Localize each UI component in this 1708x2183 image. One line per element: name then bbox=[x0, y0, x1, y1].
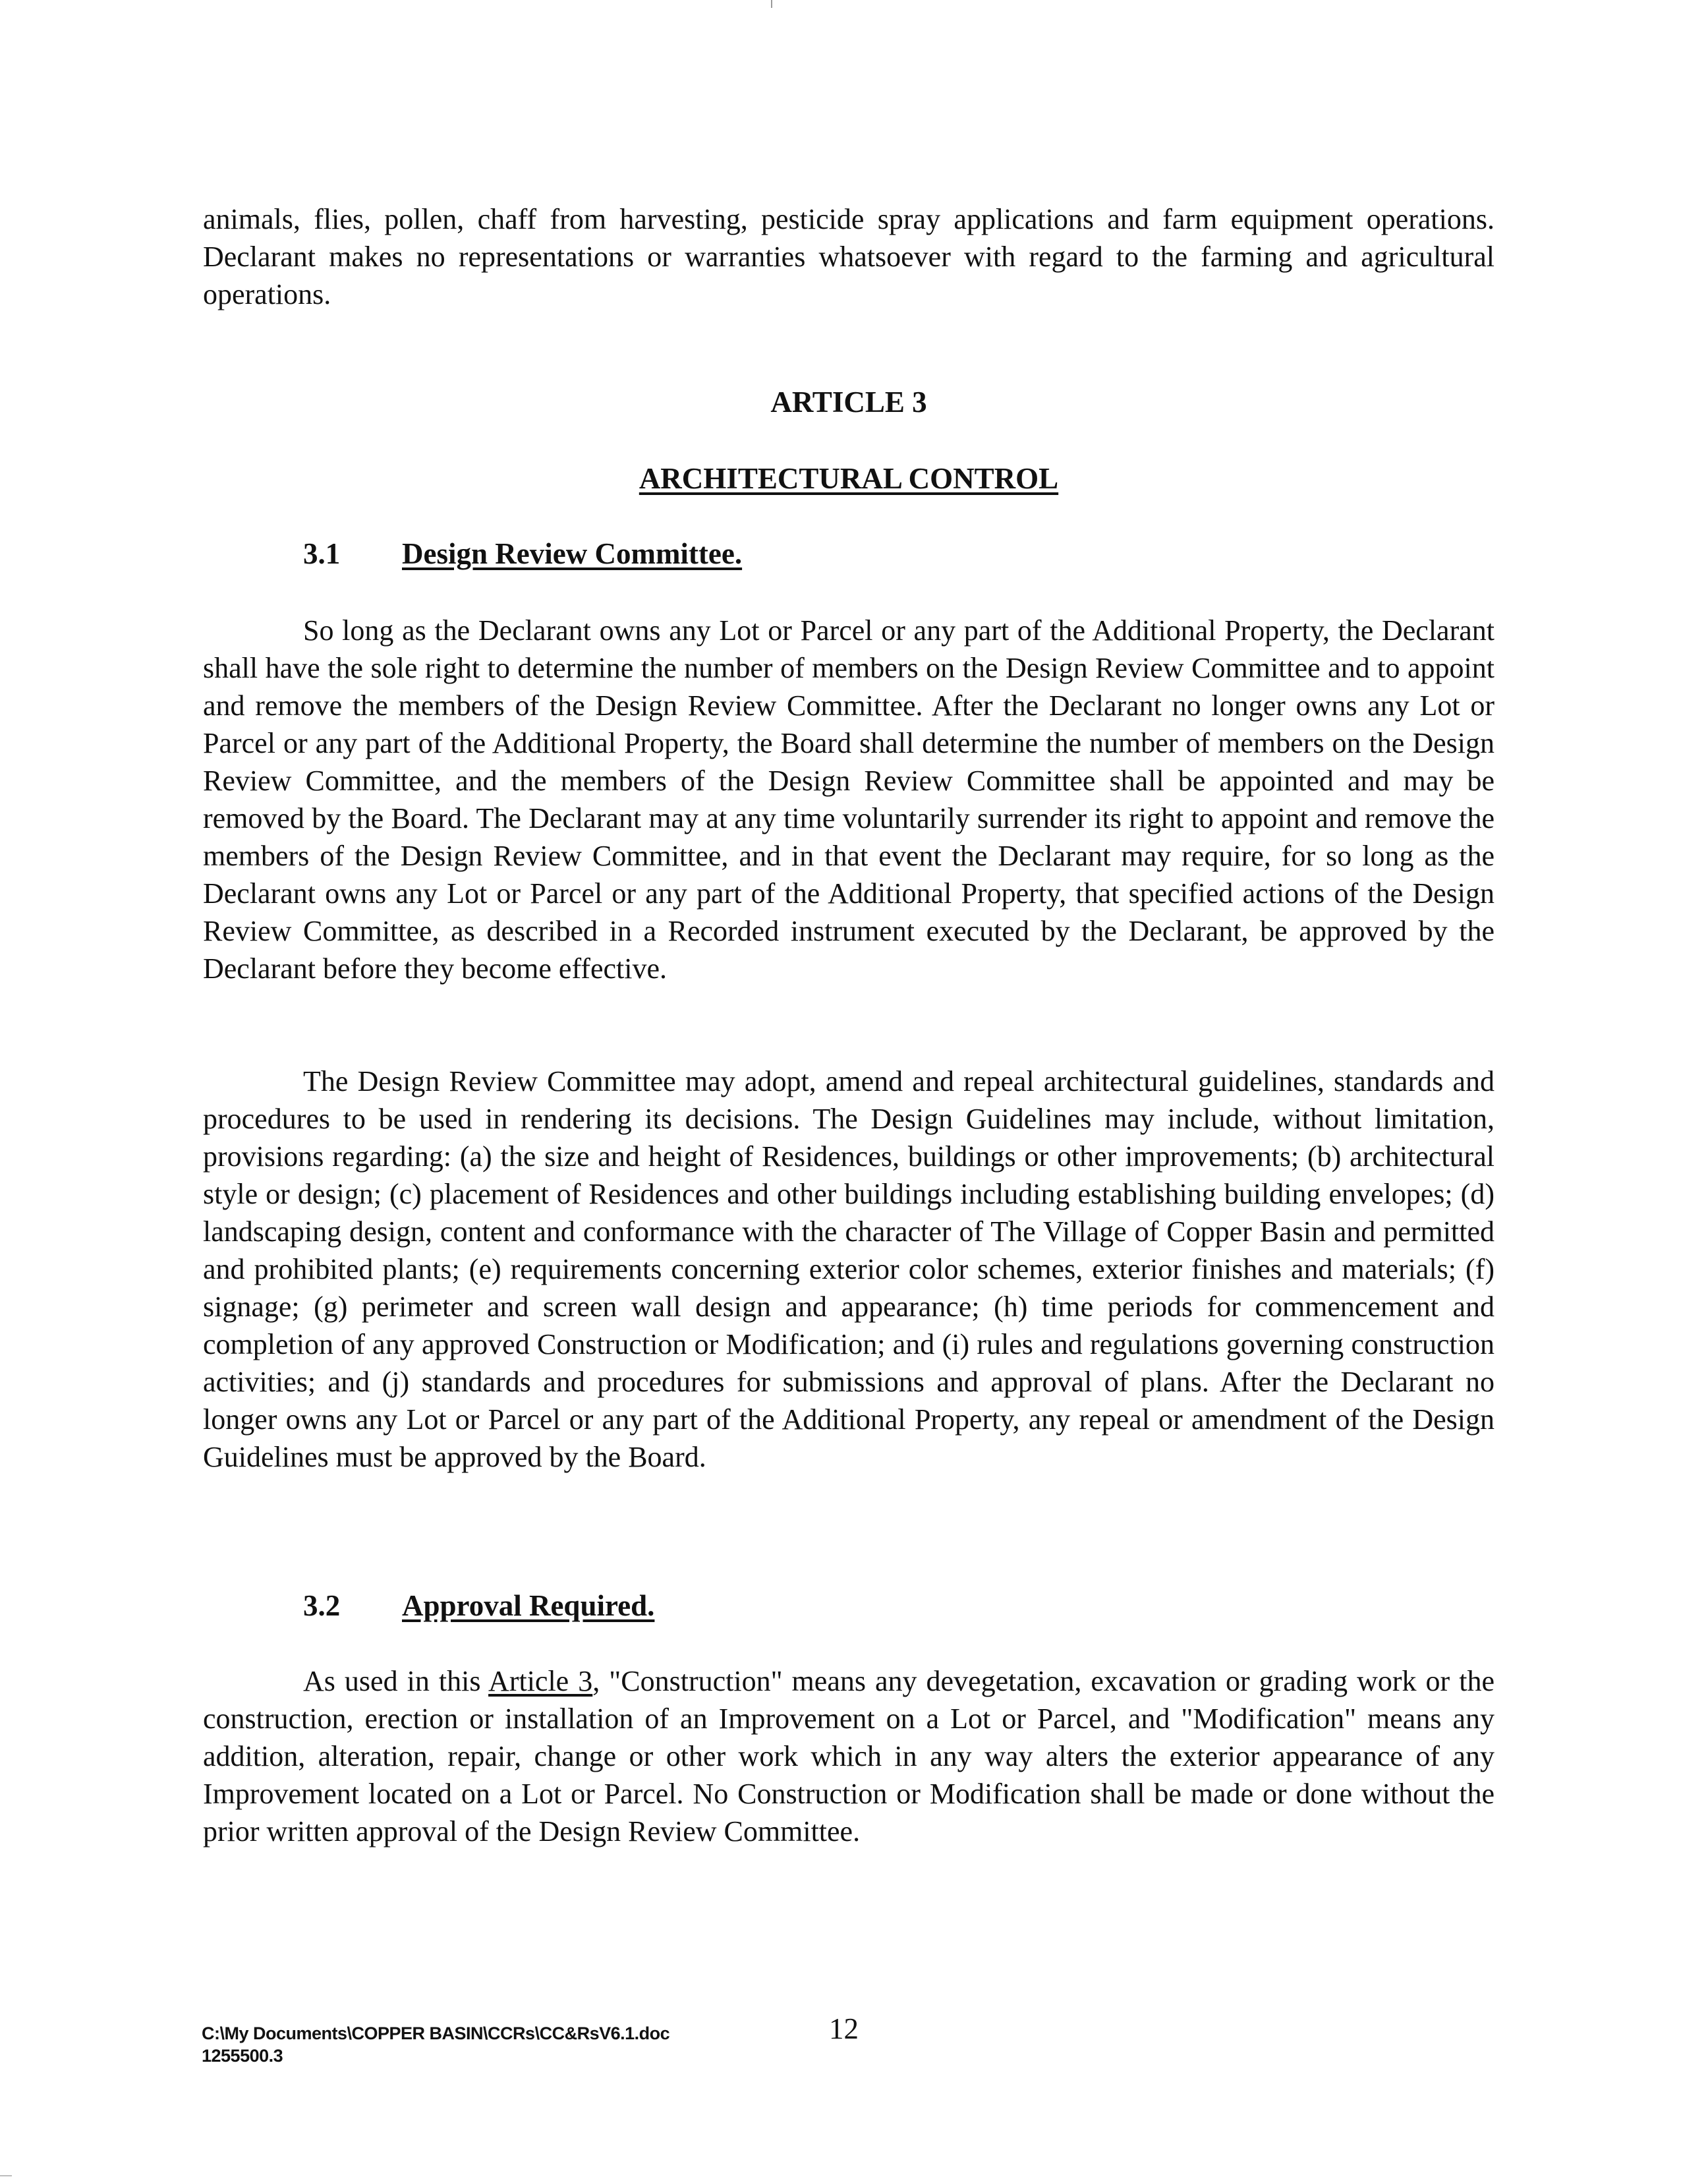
article-3-reference: Article 3 bbox=[488, 1665, 593, 1697]
section-3-2-paragraph bbox=[203, 1662, 1494, 1850]
section-3-2-paragraph-rest: , "Construction" means any devegetation, excavation or grading work or the construction, erection or installation of an Improvement on a Lot or Parcel, and "Modification" means any addition, alteration, repair, change or other work which in any way alters the exterior appearance of any Improvement located on a Lot or Parcel. No Construction or Modification shall be made or done without the prior written approval of the Design Review Committee. bbox=[203, 1665, 1494, 1848]
section-3-2-paragraph-lead: As used in this bbox=[303, 1665, 489, 1697]
section-3-1-number: 3.1 bbox=[303, 537, 341, 570]
section-3-2-number: 3.2 bbox=[303, 1589, 341, 1622]
section-3-1-paragraph-1: So long as the Declarant owns any Lot or Parcel or any part of the Additional Property, the Declarant shall have the sole right to determine the number of members on the Design Review Committee and to appoint and remove the members of the Design Review Committee. After the Declarant no longer owns any Lot or Parcel or any part of the Additional Property, the Board shall determine the number of members on the Design Review Committee, and the members of the Design Review Committee shall be appointed and may be removed by the Board. The Declarant may at any time voluntarily surrender its right to appoint and remove the members of the Design Review Committee, and in that event the Declarant may require, for so long as the Declarant owns any Lot or Parcel or any part of the Additional Property, that specified actions of the Design Review Committee, as described in a Recorded instrument executed by the Declarant, be approved by the Declarant before they become effective. bbox=[203, 614, 1494, 985]
article-title-text: ARCHITECTURAL CONTROL bbox=[639, 462, 1059, 495]
section-3-2-heading bbox=[303, 1588, 654, 1623]
intro-paragraph: animals, flies, pollen, chaff from harvesting, pesticide spray applications and farm equipment operations. Declarant makes no representations or warranties whatsoever with regard to the farming and agricultural operations. bbox=[203, 203, 1494, 310]
article-number: ARTICLE 3 bbox=[770, 386, 927, 419]
section-3-1-title: Design Review Committee. bbox=[402, 537, 743, 570]
footer-file-path: C:\My Documents\COPPER BASIN\CCRs\CC&RsV6.1.doc bbox=[202, 2023, 670, 2043]
footer-document-info bbox=[202, 2022, 669, 2067]
footer-doc-id: 1255500.3 bbox=[202, 2046, 283, 2066]
section-3-1-heading bbox=[303, 537, 742, 571]
section-3-1-paragraph-2: The Design Review Committee may adopt, amend and repeal architectural guidelines, standards and procedures to be used in rendering its decisions. The Design Guidelines may include, without limitation, provisions regarding: (a) the size and height of Residences, buildings or other improvements; (b) architectural style or design; (c) placement of Residences and other buildings including establishing building envelopes; (d) landscaping design, content and conformance with the character of The Village of Copper Basin and permitted and prohibited plants; (e) requirements concerning exterior color schemes, exterior finishes and materials; (f) signage; (g) perimeter and screen wall design and appearance; (h) time periods for commencement and completion of any approved Construction or Modification; and (i) rules and regulations governing construction activities; and (j) standards and procedures for submissions and approval of plans. After the Declarant no longer owns any Lot or Parcel or any part of the Additional Property, any repeal or amendment of the Design Guidelines must be approved by the Board. bbox=[203, 1065, 1494, 1473]
scan-artifact-bottom bbox=[0, 2175, 12, 2176]
scan-artifact-top bbox=[771, 0, 772, 8]
page-number: 12 bbox=[829, 2012, 859, 2045]
section-3-2-title: Approval Required. bbox=[402, 1589, 655, 1622]
article-title bbox=[203, 461, 1494, 496]
